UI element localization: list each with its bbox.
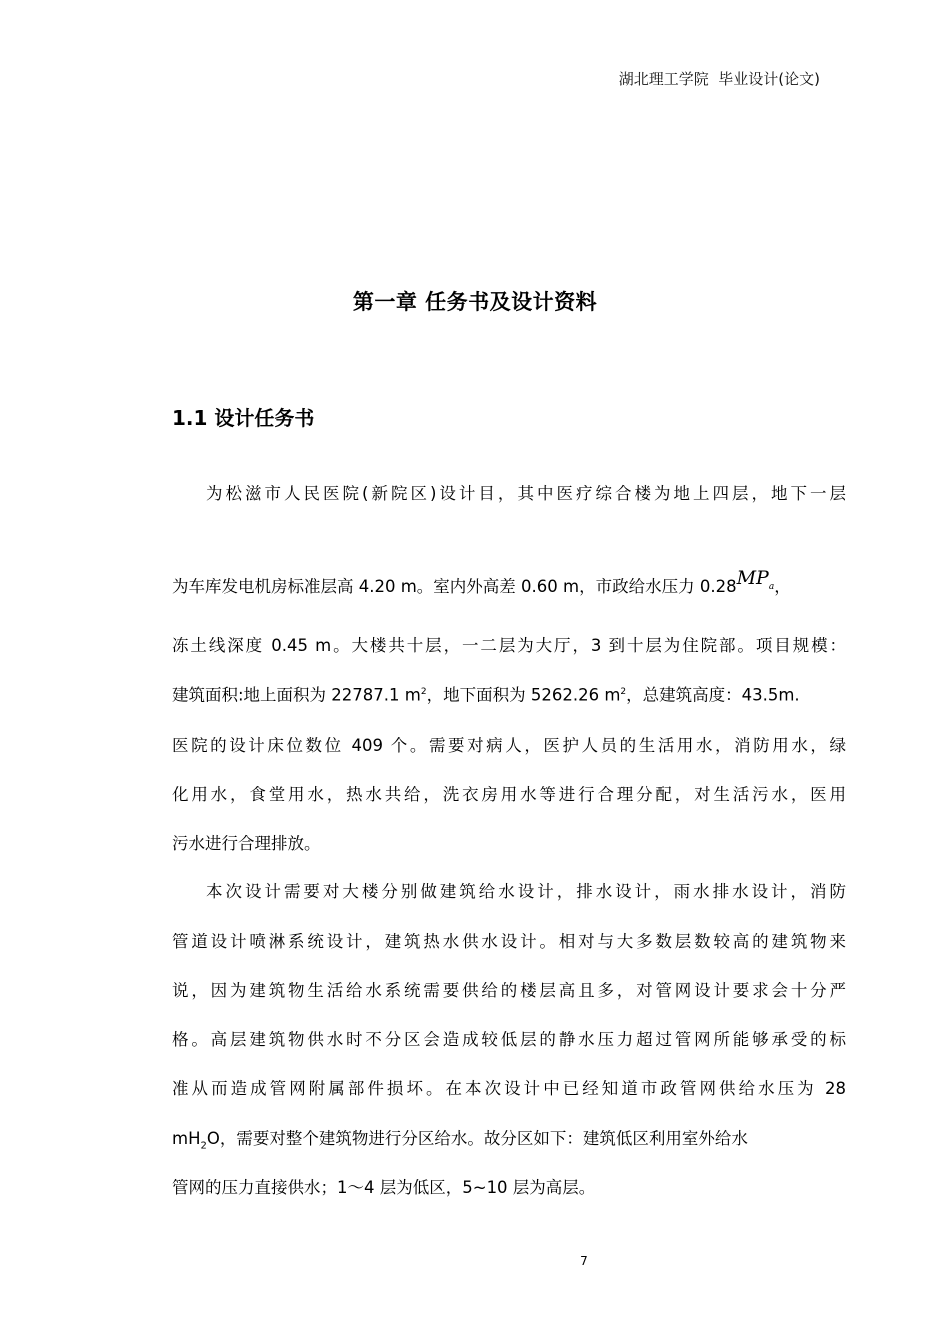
superscript-2: 2: [620, 687, 627, 697]
running-header: 湖北理工学院 毕业设计(论文): [618, 70, 820, 88]
paragraph-2-line-7: 管网的压力直接供水；1～4 层为低区，5~10 层为高层。: [172, 1178, 596, 1197]
paragraph-2-line-1: 本次设计需要对大楼分别做建筑给水设计，排水设计，雨水排水设计，消防: [206, 882, 846, 901]
paragraph-1-line-6: 化用水，食堂用水，热水共给，洗衣房用水等进行合理分配，对生活污水，医用: [172, 785, 846, 804]
paragraph-1-line-5: 医院的设计床位数位 409 个。需要对病人，医护人员的生活用水，消防用水，绿: [172, 736, 846, 755]
paragraph-2-line-3: 说，因为建筑物生活给水系统需要供给的楼层高且多，对管网设计要求会十分严: [172, 981, 846, 1000]
paragraph-1-line-4: 建筑面积:地上面积为 22787.1 $m^2$，地下面积为 5262.26 $m^2$，总建筑高度：43.5m.: [172, 685, 800, 705]
superscript-2: 2: [420, 687, 427, 697]
paragraph-2-line-2: 管道设计喷淋系统设计，建筑热水供水设计。相对与大多数层数较高的建筑物来: [172, 932, 846, 951]
paragraph-1-line-3: 冻土线深度 0.45 m。大楼共十层，一二层为大厅，3 到十层为住院部。项目规模：: [172, 636, 846, 655]
paragraph-2-line-6: $mH_2O$，需要对整个建筑物进行分区给水。故分区如下：建筑低区利用室外给水: [172, 1129, 748, 1152]
mpa-unit: $MP_a$: [736, 567, 775, 592]
paragraph-1-line-2-text: 为车库发电机房标准层高 4.20 m。室内外高差 0.60 m，市政给水压力 0.28: [172, 577, 737, 596]
paragraph-1-line-1: 为松滋市人民医院(新院区)设计目，其中医疗综合楼为地上四层，地下一层: [206, 484, 846, 503]
paragraph-1-line-2-end: ，: [774, 577, 791, 596]
section-heading: 1.1 设计任务书: [172, 406, 315, 430]
page-number: 7: [580, 1254, 588, 1268]
paragraph-1-line-7: 污水进行合理排放。: [172, 834, 321, 853]
chapter-title: 第一章 任务书及设计资料: [352, 290, 598, 314]
subscript-2: 2: [200, 1140, 207, 1152]
paragraph-1-line-2: [172, 567, 791, 607]
paragraph-2-line-4: 格。高层建筑物供水时不分区会造成较低层的静水压力超过管网所能够承受的标: [172, 1030, 846, 1049]
paragraph-2-line-5: 准从而造成管网附属部件损坏。在本次设计中已经知道市政管网供给水压为 28: [172, 1079, 846, 1098]
